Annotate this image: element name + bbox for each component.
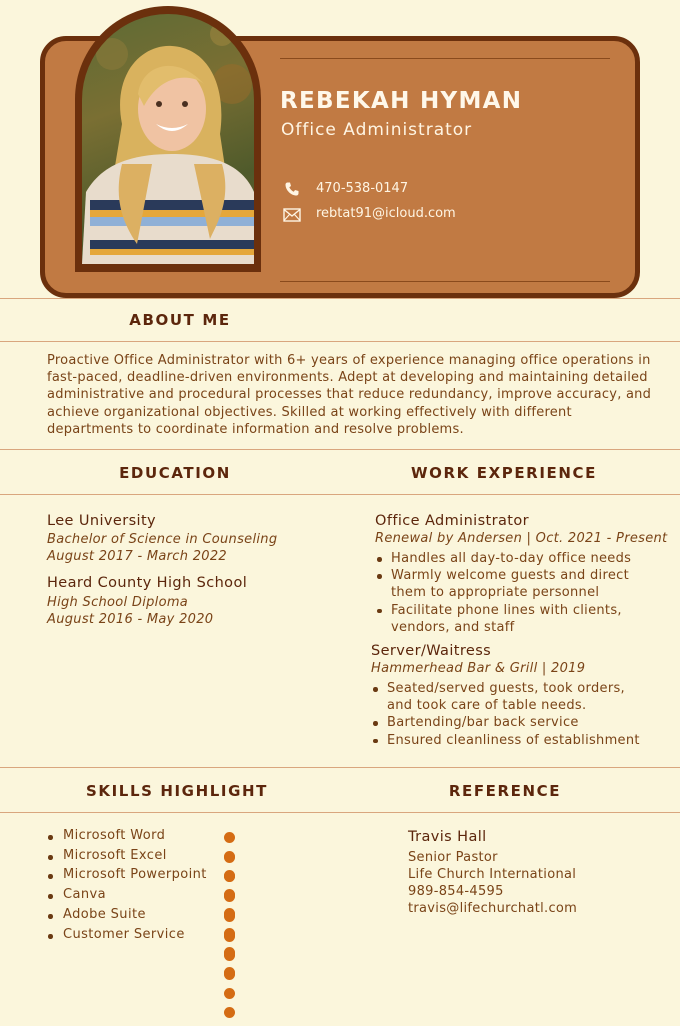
skill-name: Microsoft Word — [63, 828, 166, 843]
reference-name: Travis Hall — [408, 829, 487, 845]
about-line: Proactive Office Administrator with 6+ years of experience managing office operations in — [47, 353, 651, 368]
skill-name: Canva — [63, 887, 106, 902]
job-bullet: Seated/served guests, took orders, and took care of table needs. — [371, 680, 641, 714]
mail-icon — [283, 207, 301, 221]
header-divider-bottom — [280, 281, 610, 282]
rating-dot — [224, 1007, 235, 1018]
bottom-rule-bottom — [0, 812, 680, 813]
education-heading: EDUCATION — [119, 464, 231, 482]
header-divider-top — [280, 58, 610, 59]
job-bullet: Bartending/bar back service — [371, 714, 641, 731]
skill-rating — [224, 931, 242, 942]
skill-rating — [224, 871, 242, 882]
rating-dot — [224, 950, 235, 961]
skill-rating — [224, 832, 242, 843]
mid-rule-top — [0, 449, 680, 450]
candidate-title: Office Administrator — [281, 120, 473, 140]
phone-icon — [284, 181, 300, 197]
rating-dot — [224, 871, 235, 882]
skill-rating — [224, 911, 242, 922]
about-paragraph — [47, 352, 667, 438]
job-title: Server/Waitress — [371, 643, 492, 659]
skill-name: Adobe Suite — [63, 907, 146, 922]
job-meta: Renewal by Andersen | Oct. 2021 - Present — [375, 531, 668, 546]
bullet-dot — [48, 894, 53, 899]
rating-dot — [224, 988, 235, 999]
bullet-dot — [48, 835, 53, 840]
skill-name: Microsoft Powerpoint — [63, 867, 207, 882]
job-bullets — [375, 550, 645, 636]
rating-dot — [224, 832, 235, 843]
rating-dot — [224, 931, 235, 942]
profile-photo — [82, 14, 254, 264]
school-name: Lee University — [47, 513, 157, 529]
profile-photo-illustration — [82, 14, 254, 264]
about-line: departments to coordinate information and resolve problems. — [47, 421, 464, 437]
rating-dot — [224, 969, 235, 980]
school-name: Heard County High School — [47, 575, 248, 591]
degree: Bachelor of Science in Counseling — [47, 532, 278, 547]
work-heading: WORK EXPERIENCE — [411, 464, 597, 482]
job-meta: Hammerhead Bar & Grill | 2019 — [371, 661, 586, 676]
rating-dot — [224, 852, 235, 863]
job-bullet: Warmly welcome guests and direct them to appropriate personnel — [375, 567, 645, 601]
reference-organization: Life Church International — [408, 867, 577, 882]
about-rule-top — [0, 298, 680, 299]
bullet-dot — [48, 855, 53, 860]
reference-position: Senior Pastor — [408, 850, 498, 865]
rating-dot — [224, 911, 235, 922]
reference-heading: REFERENCE — [448, 782, 562, 800]
candidate-name: REBEKAH HYMAN — [280, 88, 523, 114]
job-title: Office Administrator — [375, 513, 529, 529]
rating-dot — [224, 891, 235, 902]
about-line: achieve organizational objectives. Skilled at working effectively with different — [47, 404, 572, 420]
email-text[interactable]: rebtat91@icloud.com — [316, 206, 456, 221]
education-entry — [47, 575, 247, 629]
reference-phone[interactable]: 989-854-4595 — [408, 884, 504, 899]
bullet-dot — [48, 874, 53, 879]
skill-rating — [224, 891, 242, 902]
job-entry — [371, 643, 671, 749]
about-line: fast-paced, deadline-driven environments. Adept at developing and maintaining detailed — [47, 370, 648, 386]
skill-name: Microsoft Excel — [63, 848, 167, 863]
dates: August 2016 - May 2020 — [47, 612, 214, 627]
bullet-dot — [48, 914, 53, 919]
job-entry — [375, 513, 675, 636]
job-bullet: Ensured cleanliness of establishment — [371, 732, 641, 749]
bullet-dot — [48, 934, 53, 939]
job-bullet: Facilitate phone lines with clients, vendors, and staff — [375, 602, 645, 636]
skills-heading: SKILLS HIGHLIGHT — [86, 782, 268, 800]
about-line: administrative and procedural processes that reduce redundancy, improve accuracy, and — [47, 387, 652, 403]
skill-rating — [224, 852, 242, 863]
reference-email[interactable]: travis@lifechurchatl.com — [408, 901, 578, 916]
dates: August 2017 - March 2022 — [47, 549, 227, 564]
degree: High School Diploma — [47, 595, 189, 610]
bottom-rule-top — [0, 767, 680, 768]
about-heading: ABOUT ME — [129, 311, 231, 329]
reference-block — [408, 829, 577, 918]
skill-name: Customer Service — [63, 927, 185, 942]
phone-text[interactable]: 470-538-0147 — [316, 181, 409, 196]
job-bullet: Handles all day-to-day office needs — [375, 550, 645, 567]
about-rule-bottom — [0, 341, 680, 342]
education-entry — [47, 513, 277, 566]
mid-rule-bottom — [0, 494, 680, 495]
job-bullets — [371, 680, 641, 749]
